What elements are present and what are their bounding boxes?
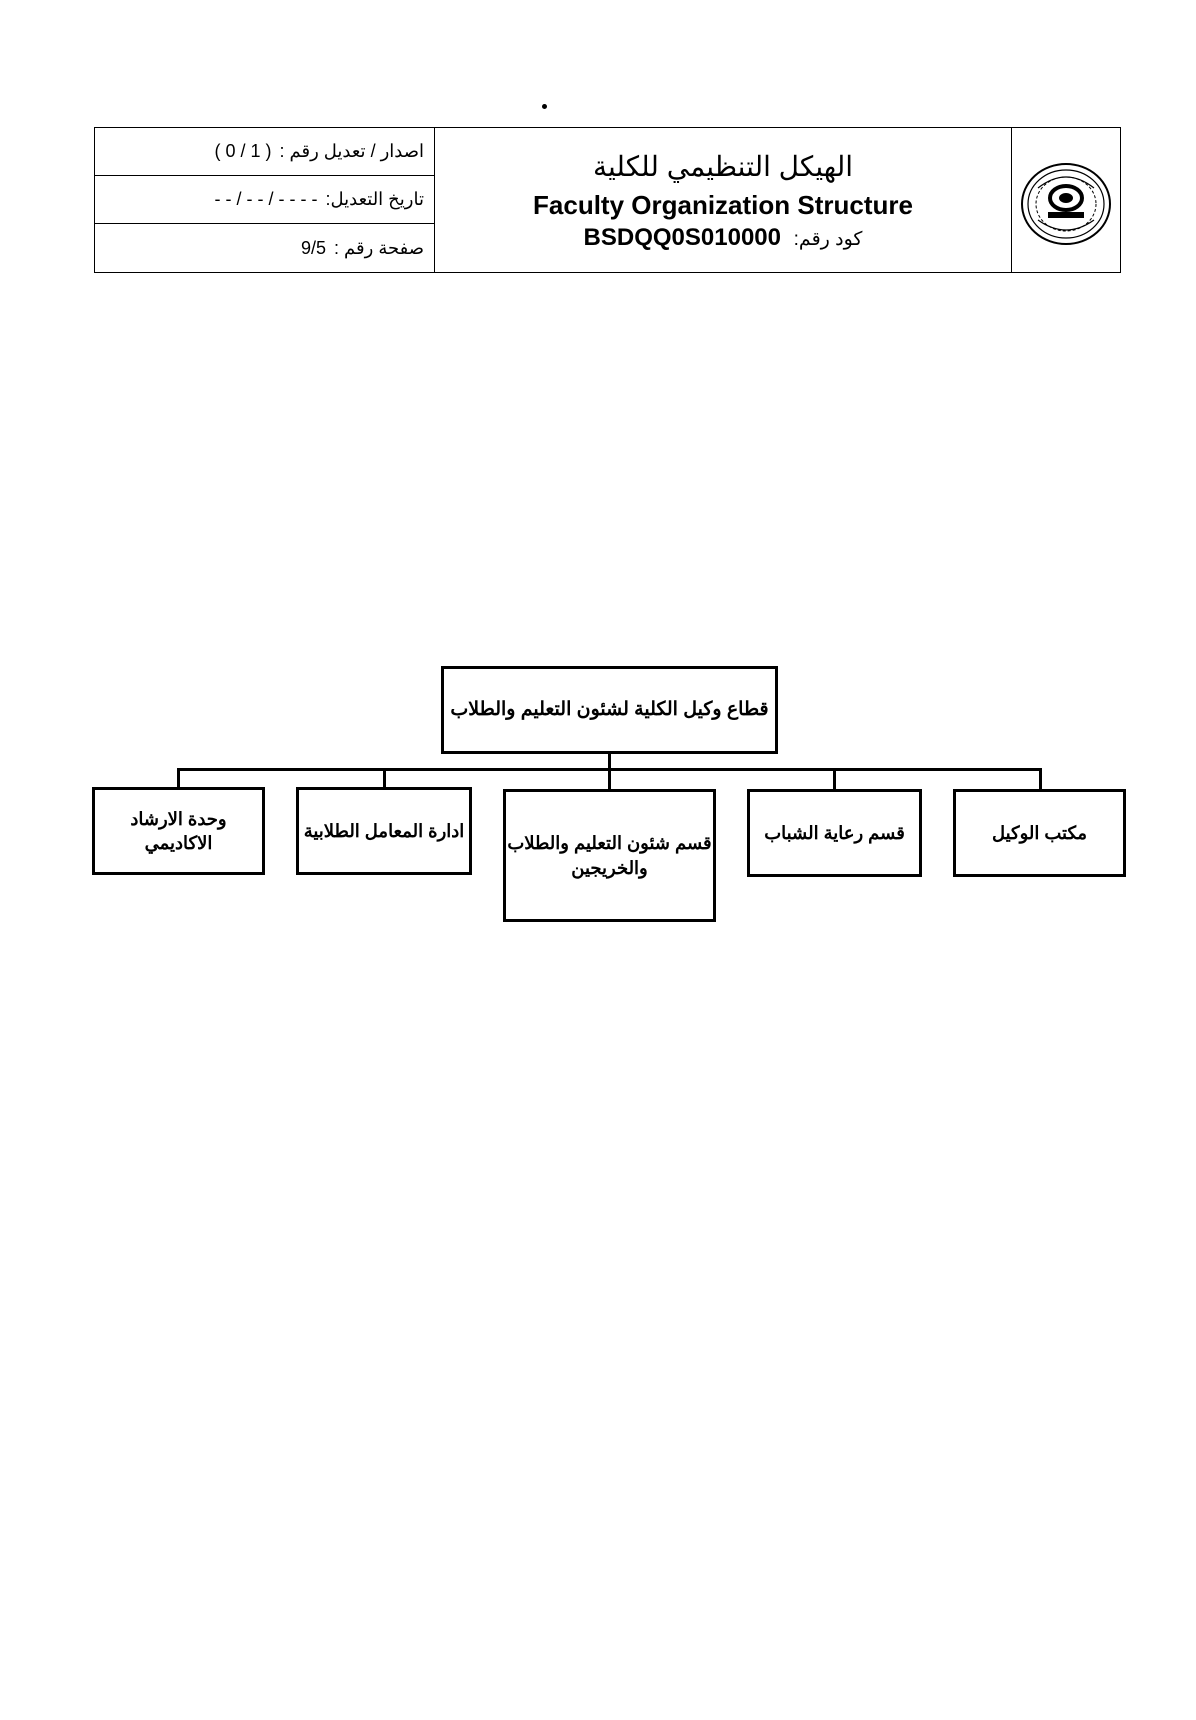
org-root-box: قطاع وكيل الكلية لشئون التعليم والطلاب	[441, 666, 778, 754]
modification-date-value: - - / - - / - - - -	[214, 189, 318, 209]
version-row	[95, 128, 434, 176]
page-dot	[542, 104, 547, 109]
university-seal-icon	[1012, 128, 1120, 272]
org-box-academic-advising: وحدة الارشاد الاكاديمي	[92, 787, 265, 875]
connector-child-4	[383, 768, 386, 787]
document-header	[94, 127, 1121, 273]
org-box-student-labs: ادارة المعامل الطلابية	[296, 787, 472, 875]
connector-child-1	[1039, 768, 1042, 789]
page-number-value: 9/5	[301, 237, 327, 258]
page-number-row	[95, 224, 434, 272]
connector-child-2	[833, 768, 836, 789]
title-english: Faculty Organization Structure	[533, 190, 913, 220]
logo-cell	[1012, 128, 1120, 272]
header-info-column	[95, 128, 435, 272]
modification-date-label: تاريخ التعديل:	[325, 189, 424, 209]
version-value: ( 0 / 1 )	[214, 141, 272, 161]
version-label: اصدار / تعديل رقم :	[279, 141, 424, 161]
org-box-youth-care: قسم رعاية الشباب	[747, 789, 922, 877]
connector-child-3	[608, 768, 611, 789]
org-box-dean-office: مكتب الوكيل	[953, 789, 1126, 877]
org-box-education-affairs: قسم شئون التعليم والطلاب والخريجين	[503, 789, 716, 922]
connector-child-5	[177, 768, 180, 787]
document-code-value: BSDQQ0S010000	[583, 224, 781, 251]
page-number-label: صفحة رقم :	[334, 237, 424, 258]
header-title-column	[435, 128, 1012, 272]
connector-root-down	[608, 754, 611, 769]
document-code-label: كود رقم:	[793, 229, 863, 250]
modification-date-row	[95, 176, 434, 224]
title-arabic: الهيكل التنظيمي للكلية	[592, 151, 854, 182]
document-code	[435, 224, 1011, 252]
